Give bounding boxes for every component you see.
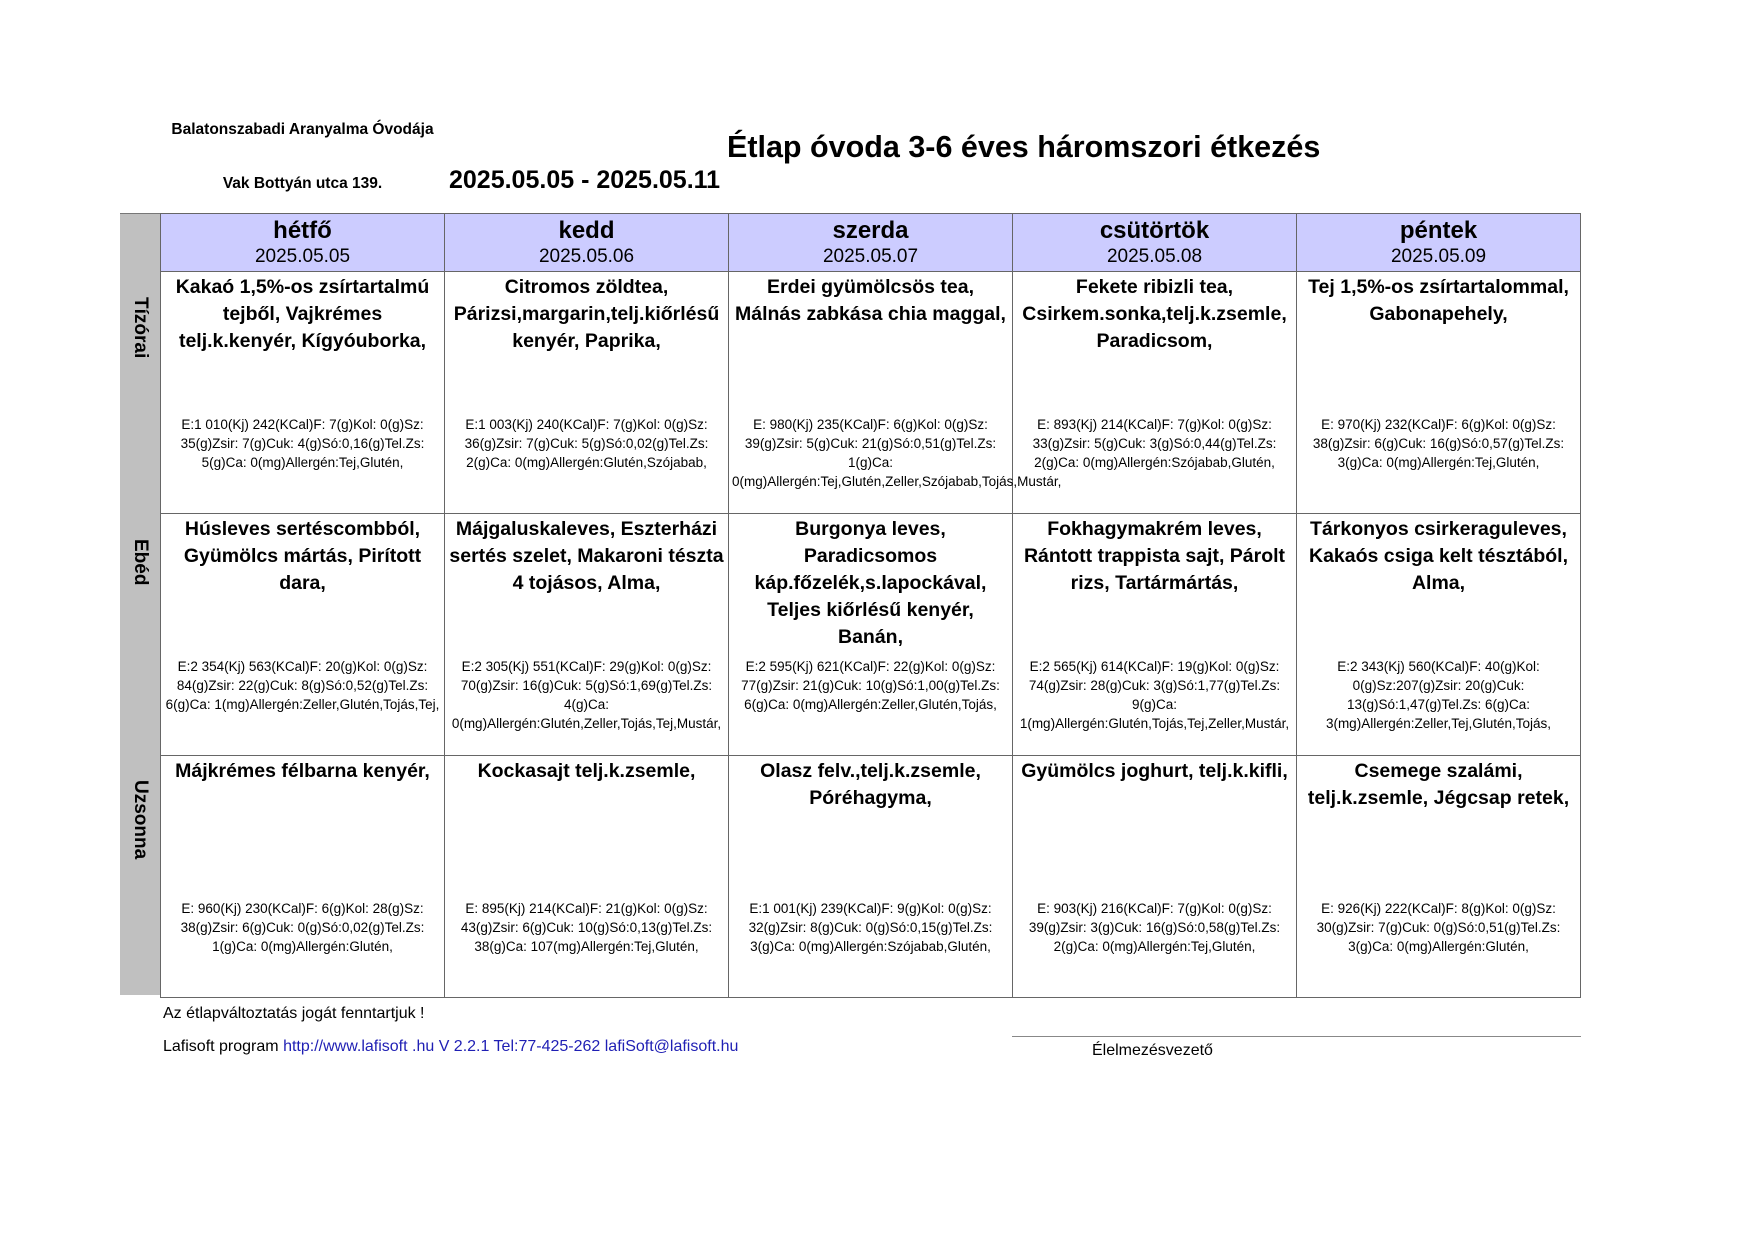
menu-cell: [161, 272, 445, 514]
dish-text: Kockasajt telj.k.zsemle,: [477, 760, 696, 782]
day-date: 2025.05.08: [1106, 246, 1203, 267]
institution-address: Vak Bottyán utca 139.: [222, 175, 383, 192]
menu-cell: [729, 514, 1013, 756]
menu-cell: [445, 272, 729, 514]
nutrition-text: E: 895(Kj) 214(KCal)F: 21(g)Kol: 0(g)Sz: 43(g)Zsir: 6(g)Cuk: 10(g)Só:0,13(g)Tel.Zs: 38(g)Ca: 107(mg)Allergén:Tej,Glutén,: [460, 901, 713, 954]
page-title: Étlap óvoda 3-6 éves háromszori étkezés: [727, 130, 1321, 164]
nutrition-text: E:2 354(Kj) 563(KCal)F: 20(g)Kol: 0(g)Sz: 84(g)Zsir: 22(g)Cuk: 8(g)Só:0,52(g)Tel.Zs: 6(g)Ca: 1(mg)Allergén:Zeller,Glutén,Tojás,Tej,: [165, 659, 440, 712]
day-header: [445, 214, 729, 272]
menu-cell: [445, 756, 729, 998]
nutrition-text: E:1 010(Kj) 242(KCal)F: 7(g)Kol: 0(g)Sz: 35(g)Zsir: 7(g)Cuk: 4(g)Só:0,16(g)Tel.Zs: 5(g)Ca: 0(mg)Allergén:Tej,Glutén,: [180, 417, 425, 470]
dish-text: Tárkonyos csirkeraguleves, Kakaós csiga kelt tésztából, Alma,: [1308, 518, 1569, 594]
nutrition-text: E: 960(Kj) 230(KCal)F: 6(g)Kol: 28(g)Sz: 38(g)Zsir: 6(g)Cuk: 0(g)Só:0,02(g)Tel.Zs: 1(g)Ca: 0(mg)Allergén:Glutén,: [180, 901, 425, 954]
menu-cell: [445, 514, 729, 756]
day-name: csütörtök: [1099, 217, 1210, 244]
change-notice: Az étlapváltoztatás jogát fenntartjuk !: [163, 1005, 425, 1022]
nutrition-text: E:1 003(Kj) 240(KCal)F: 7(g)Kol: 0(g)Sz: 36(g)Zsir: 7(g)Cuk: 5(g)Só:0,02(g)Tel.Zs: 2(g)Ca: 0(mg)Allergén:Glutén,Szójabab,: [464, 417, 709, 470]
menu-cell: [1013, 272, 1297, 514]
menu-cell: [1297, 514, 1581, 756]
day-date: 2025.05.07: [822, 246, 919, 267]
menu-cell: [161, 756, 445, 998]
day-header: [1013, 214, 1297, 272]
dish-text: Fekete ribizli tea, Csirkem.sonka,telj.k.zsemle, Paradicsom,: [1022, 276, 1287, 352]
date-range: 2025.05.05 - 2025.05.11: [449, 166, 721, 194]
nutrition-text: E: 926(Kj) 222(KCal)F: 8(g)Kol: 0(g)Sz: 30(g)Zsir: 7(g)Cuk: 0(g)Só:0,51(g)Tel.Zs: 3(g)Ca: 0(mg)Allergén:Glutén,: [1316, 901, 1561, 954]
day-header: [161, 214, 445, 272]
dish-text: Húsleves sertéscombból, Gyümölcs mártás, Pirított dara,: [183, 518, 422, 594]
nutrition-text: E:1 001(Kj) 239(KCal)F: 9(g)Kol: 0(g)Sz: 32(g)Zsir: 8(g)Cuk: 0(g)Só:0,15(g)Tel.Zs: 3(g)Ca: 0(mg)Allergén:Szójabab,Glutén,: [748, 901, 993, 954]
meal-label-uzsonna: [120, 754, 160, 995]
nutrition-text: E:2 595(Kj) 621(KCal)F: 22(g)Kol: 0(g)Sz: 77(g)Zsir: 21(g)Cuk: 10(g)Só:1,00(g)Tel.Zs: 6(g)Ca: 0(mg)Allergén:Zeller,Glutén,Tojás,: [741, 659, 1000, 712]
dish-text: Gyümölcs joghurt, telj.k.kifli,: [1021, 760, 1288, 782]
day-name: péntek: [1399, 217, 1478, 244]
menu-cell: [1013, 514, 1297, 756]
nutrition-text: E:2 343(Kj) 560(KCal)F: 40(g)Kol: 0(g)Sz:207(g)Zsir: 20(g)Cuk: 13(g)Só:1,47(g)Tel.Zs: 6(g)Ca: 3(mg)Allergén:Zeller,Tej,Glutén,Tojás,: [1325, 659, 1552, 731]
menu-cell: [1297, 272, 1581, 514]
dish-text: Burgonya leves, Paradicsomos káp.főzelék,s.lapockával, Teljes kiőrlésű kenyér, Banán,: [754, 518, 987, 648]
day-date: 2025.05.05: [254, 246, 351, 267]
meal-row-ebed: [161, 514, 1581, 756]
nutrition-text: E: 893(Kj) 214(KCal)F: 7(g)Kol: 0(g)Sz: 33(g)Zsir: 5(g)Cuk: 3(g)Só:0,44(g)Tel.Zs: 2(g)Ca: 0(mg)Allergén:Szójabab,Glutén,: [1032, 417, 1277, 470]
side-header-spacer: [120, 213, 160, 272]
day-name: szerda: [832, 217, 909, 244]
dish-text: Fokhagymakrém leves, Rántott trappista sajt, Párolt rizs, Tartármártás,: [1023, 518, 1286, 594]
day-name: kedd: [558, 217, 615, 244]
software-credit: [163, 1038, 738, 1056]
dish-text: Kakaó 1,5%-os zsírtartalmú tejből, Vajkrémes telj.k.kenyér, Kígyóuborka,: [175, 276, 430, 352]
meal-label-text: Ebéd: [130, 539, 151, 586]
meal-label-text: Uzsonna: [130, 780, 151, 860]
dish-text: Májkrémes félbarna kenyér,: [175, 760, 430, 782]
day-header-row: [161, 214, 1581, 272]
credit-link[interactable]: http://www.lafisoft .hu V 2.2.1 Tel:77-425-262 lafiSoft@lafisoft.hu: [283, 1038, 739, 1055]
dish-text: Citromos zöldtea, Párizsi,margarin,telj.kiőrlésű kenyér, Paprika,: [453, 276, 720, 352]
dish-text: Csemege szalámi, telj.k.zsemle, Jégcsap retek,: [1307, 760, 1570, 809]
menu-cell: [729, 272, 1062, 514]
nutrition-text: E: 903(Kj) 216(KCal)F: 7(g)Kol: 0(g)Sz: 39(g)Zsir: 3(g)Cuk: 16(g)Só:0,58(g)Tel.Zs: 2(g)Ca: 0(mg)Allergén:Tej,Glutén,: [1028, 901, 1281, 954]
menu-cell: [729, 756, 1013, 998]
menu-cell: [161, 514, 445, 756]
meal-label-ebed: [120, 513, 160, 754]
signature-line: [1012, 1036, 1581, 1037]
dish-text: Májgaluskaleves, Eszterházi sertés szelet, Makaroni tészta 4 tojásos, Alma,: [449, 518, 724, 594]
meal-label-text: Tízórai: [130, 297, 151, 359]
menu-cell: [1297, 756, 1581, 998]
credit-prefix: Lafisoft program: [163, 1038, 284, 1055]
day-date: 2025.05.09: [1390, 246, 1487, 267]
nutrition-text: E:2 305(Kj) 551(KCal)F: 29(g)Kol: 0(g)Sz: 70(g)Zsir: 16(g)Cuk: 5(g)Só:1,69(g)Tel.Zs: 4(g)Ca: 0(mg)Allergén:Glutén,Zeller,Tojás,Tej,Mustár,: [451, 659, 722, 731]
meal-label-tizorai: [120, 271, 160, 513]
nutrition-text: E: 980(Kj) 235(KCal)F: 6(g)Kol: 0(g)Sz: 39(g)Zsir: 5(g)Cuk: 21(g)Só:0,51(g)Tel.Zs: 1(g)Ca: 0(mg)Allergén:Tej,Glutén,Zeller,Szójabab,Tojás,Mustár,: [732, 417, 1062, 489]
meal-row-tizorai: [161, 272, 1581, 514]
dish-text: Olasz felv.,telj.k.zsemle, Póréhagyma,: [760, 760, 981, 809]
nutrition-text: E: 970(Kj) 232(KCal)F: 6(g)Kol: 0(g)Sz: 38(g)Zsir: 6(g)Cuk: 16(g)Só:0,57(g)Tel.Zs: 3(g)Ca: 0(mg)Allergén:Tej,Glutén,: [1312, 417, 1565, 470]
day-header: [729, 214, 1013, 272]
menu-cell: [1013, 756, 1297, 998]
meal-row-uzsonna: [161, 756, 1581, 998]
signature-label: Élelmezésvezető: [1092, 1042, 1213, 1059]
day-name: hétfő: [273, 217, 332, 244]
institution-name: Balatonszabadi Aranyalma Óvodája: [171, 121, 434, 138]
dish-text: Tej 1,5%-os zsírtartalommal, Gabonapehely,: [1308, 276, 1569, 325]
day-header: [1297, 214, 1581, 272]
day-date: 2025.05.06: [538, 246, 635, 267]
dish-text: Erdei gyümölcsös tea, Málnás zabkása chia maggal,: [735, 276, 1006, 325]
nutrition-text: E:2 565(Kj) 614(KCal)F: 19(g)Kol: 0(g)Sz: 74(g)Zsir: 28(g)Cuk: 3(g)Só:1,77(g)Tel.Zs: 9(g)Ca: 1(mg)Allergén:Glutén,Tojás,Tej,Zeller,Mustár,: [1019, 659, 1290, 731]
menu-table: [160, 213, 1581, 998]
